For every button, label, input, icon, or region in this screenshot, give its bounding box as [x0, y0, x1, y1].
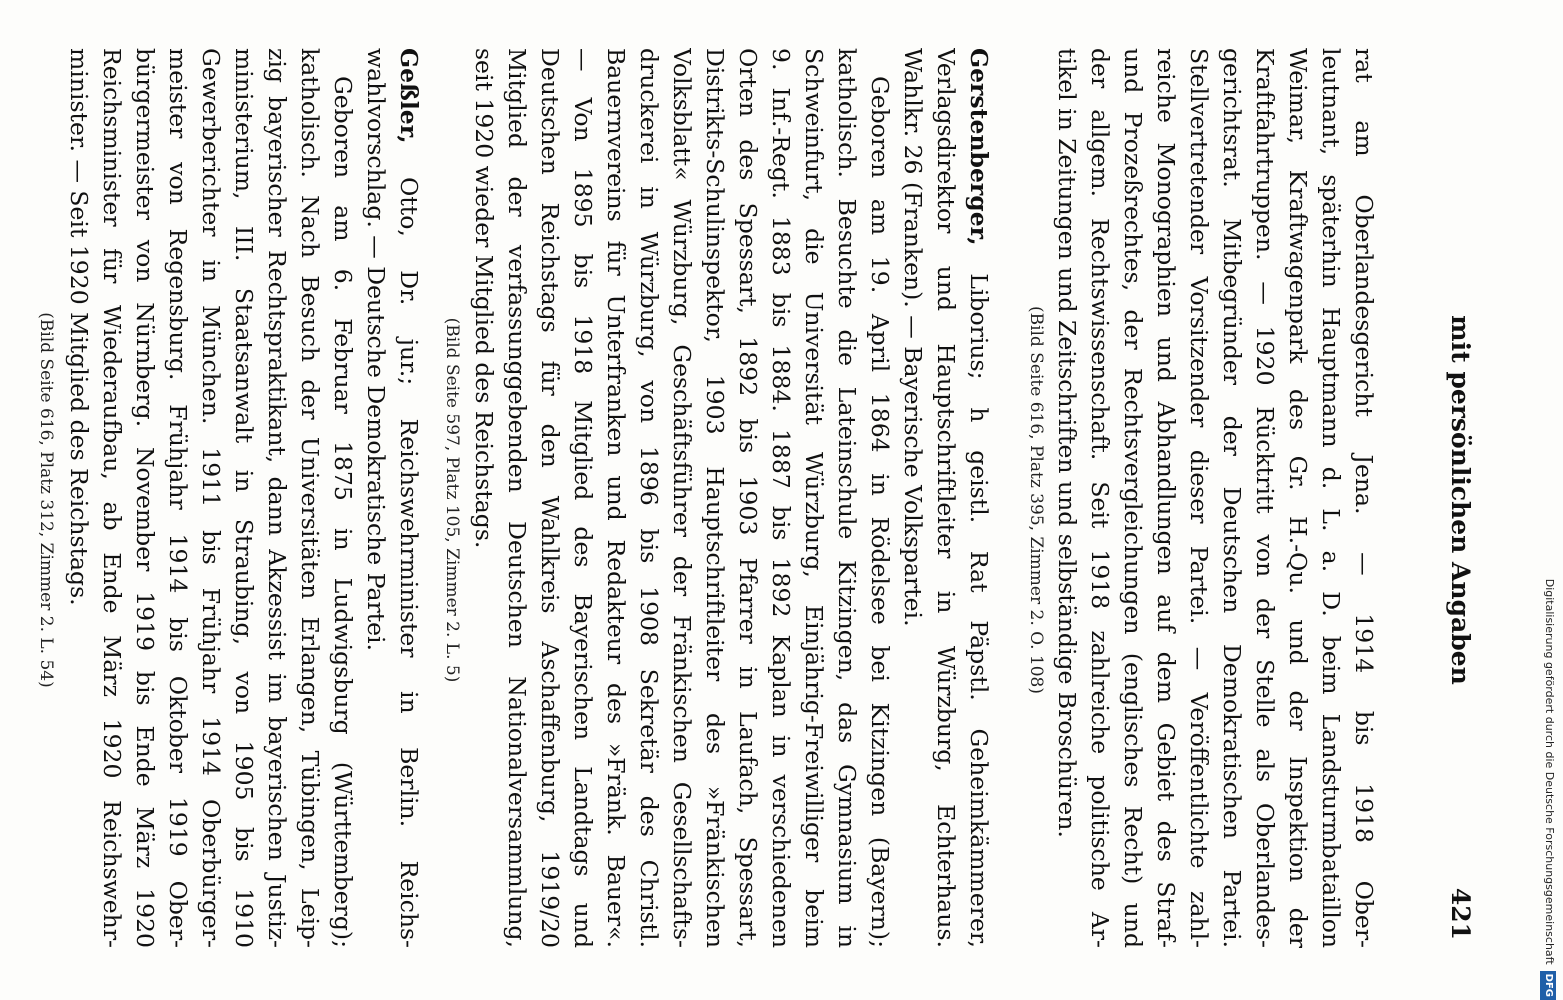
- entry-3-line-8: meister von Regensburg. Frühjahr 1914 bis Oktober 1919 Ober-: [164, 48, 192, 948]
- entry-3-line-6: ministerium, III. Staatsanwalt in Straubing, von 1905 bis 1910: [230, 48, 258, 948]
- entry-2-caption: (Bild Seite 597, Platz 105, Zimmer 2. L. 5): [442, 317, 462, 683]
- entry-2-line-6: Schweinfurt, die Universität Würzburg, Einjährig-Freiwilliger beim: [800, 48, 828, 948]
- entry-1-line-2: leutnant, späterhin Hauptmann d. L. a. D. beim Landsturmbataillon: [1317, 48, 1345, 948]
- entry-1-line-1: rat am Oberlandesgericht Jena. — 1914 bis 1918 Ober-: [1350, 48, 1378, 948]
- entry-1-line-7: reiche Monographien und Abhandlungen auf dem Gebiet des Straf-: [1152, 48, 1180, 948]
- entry-2-line-16: seit 1920 wieder Mitglied des Reichstags.: [470, 48, 498, 549]
- entry-2-line-9: Distrikts-Schulinspektor, 1903 Hauptschriftleiter des »Fränkischen: [701, 48, 729, 948]
- entry-2-line-8: Orten des Spessart, 1892 bis 1903 Pfarrer in Laufach, Spessart,: [734, 48, 762, 948]
- entry-1-line-6: Stellvertretender Vorsitzender dieser Partei. — Veröffentlichte zahl-: [1185, 48, 1213, 948]
- entry-2-name: Gerstenberger,: [965, 48, 993, 246]
- entry-3-line-1-text: Otto, Dr. jur.; Reichswehrminister in Berlin. Reichs-: [395, 143, 423, 948]
- entry-2-line-7: 9. Inf.-Regt. 1883 bis 1884. 1887 bis 1892 Kaplan in verschiedenen: [767, 48, 795, 948]
- entry-1-line-10: tikel in Zeitungen und Zeitschriften und selbständige Broschüren.: [1053, 48, 1081, 838]
- entry-3-line-3: Geboren am 6. Februar 1875 in Ludwigsburg (Württemberg);: [329, 76, 357, 948]
- entry-1-line-4: Kraftfahrtruppen. — 1920 Rücktritt von der Stelle als Oberlandes-: [1251, 48, 1279, 948]
- entry-3-line-9: bürgermeister von Nürnberg. November 1919 bis Ende März 1920: [131, 48, 159, 948]
- entry-2-line-2: Verlagsdirektor und Hauptschriftleiter in Würzburg, Echterhaus.: [932, 48, 960, 948]
- entry-3-line-7: Gewerberichter in München. 1911 bis Frühjahr 1914 Oberbürger-: [197, 48, 225, 948]
- digitization-note-text: Digitalisierung gefördert durch die Deutsche Forschungsgemeinschaft: [1543, 578, 1556, 965]
- entry-2-line-5: katholisch. Besuchte die Lateinschule Kitzingen, das Gymnasium in: [833, 48, 861, 948]
- entry-3-line-10: Reichsminister für Wiederaufbau, ab Ende März 1920 Reichswehr-: [98, 48, 126, 948]
- entry-1-caption: (Bild Seite 616, Platz 395, Zimmer 2. O. 108): [1026, 306, 1046, 694]
- entry-2-line-13: — Von 1895 bis 1918 Mitglied des Bayerischen Landtags und: [569, 48, 597, 948]
- page-number: 421: [1446, 887, 1475, 940]
- entry-2-line-1: [963, 48, 995, 948]
- entry-2-line-11: druckerei in Würzburg, von 1896 bis 1908 Sekretär des Christl.: [635, 48, 663, 948]
- page-running-title: mit persönlichen Angaben: [1446, 315, 1475, 685]
- entry-1-line-9: der allgem. Rechtswissenschaft. Seit 1918 zahlreiche politische Ar-: [1086, 48, 1114, 948]
- entry-2-line-15: Mitglied der verfassunggebenden Deutschen Nationalversammlung,: [503, 48, 531, 948]
- digitization-note: [1535, 0, 1563, 1000]
- entry-3-line-1: [393, 48, 425, 948]
- entry-3-caption: (Bild Seite 616, Platz 312, Zimmer 2. L. 54): [36, 312, 56, 688]
- entry-1-line-5: gerichtsrat. Mitbegründer der Deutschen Demokratischen Partei.: [1218, 48, 1246, 948]
- entry-3-line-11: minister. — Seit 1920 Mitglied des Reichstags.: [65, 48, 93, 606]
- entry-1-line-8: und Prozeßrechtes, der Rechtsvergleichungen (englisches Recht) und: [1119, 48, 1147, 948]
- entry-3-line-5: zig bayerischer Rechtspraktikant, dann Akzessist im bayerischen Justiz-: [263, 48, 291, 948]
- digitization-sidebar: [1535, 0, 1563, 1000]
- entry-2-line-4: Geboren am 19. April 1864 in Rödelsee bei Kitzingen (Bayern);: [866, 76, 894, 948]
- entry-2-line-14: Deutschen Reichstags für den Wahlkreis Aschaffenburg, 1919/20: [536, 48, 564, 948]
- entry-2-line-1-text: Liborius; h geistl. Rat Päpstl. Geheimkämmerer,: [965, 245, 993, 948]
- entry-2-line-12: Bauernvereins für Unterfranken und Redakteur des »Fränk. Bauer«.: [602, 48, 630, 948]
- entry-2-line-3: Wahlkr. 26 (Franken). — Bayerische Volkspartei.: [899, 48, 927, 627]
- entry-2-line-10: Volksblatt« Würzburg, Geschäftsführer der Fränkischen Gesellschafts-: [668, 48, 696, 948]
- entry-3-line-4: katholisch. Nach Besuch der Universitäten Erlangen, Tübingen, Leip-: [296, 48, 324, 948]
- entry-3-line-2: wahlvorschlag. — Deutsche Demokratische Partei.: [362, 48, 390, 652]
- entry-3-name: Geßler,: [395, 48, 423, 144]
- dfg-logo: DFG: [1540, 971, 1556, 1000]
- entry-1-line-3: Weimar, Kraftwagenpark des Gr. H.-Qu. und der Inspektion der: [1284, 48, 1312, 948]
